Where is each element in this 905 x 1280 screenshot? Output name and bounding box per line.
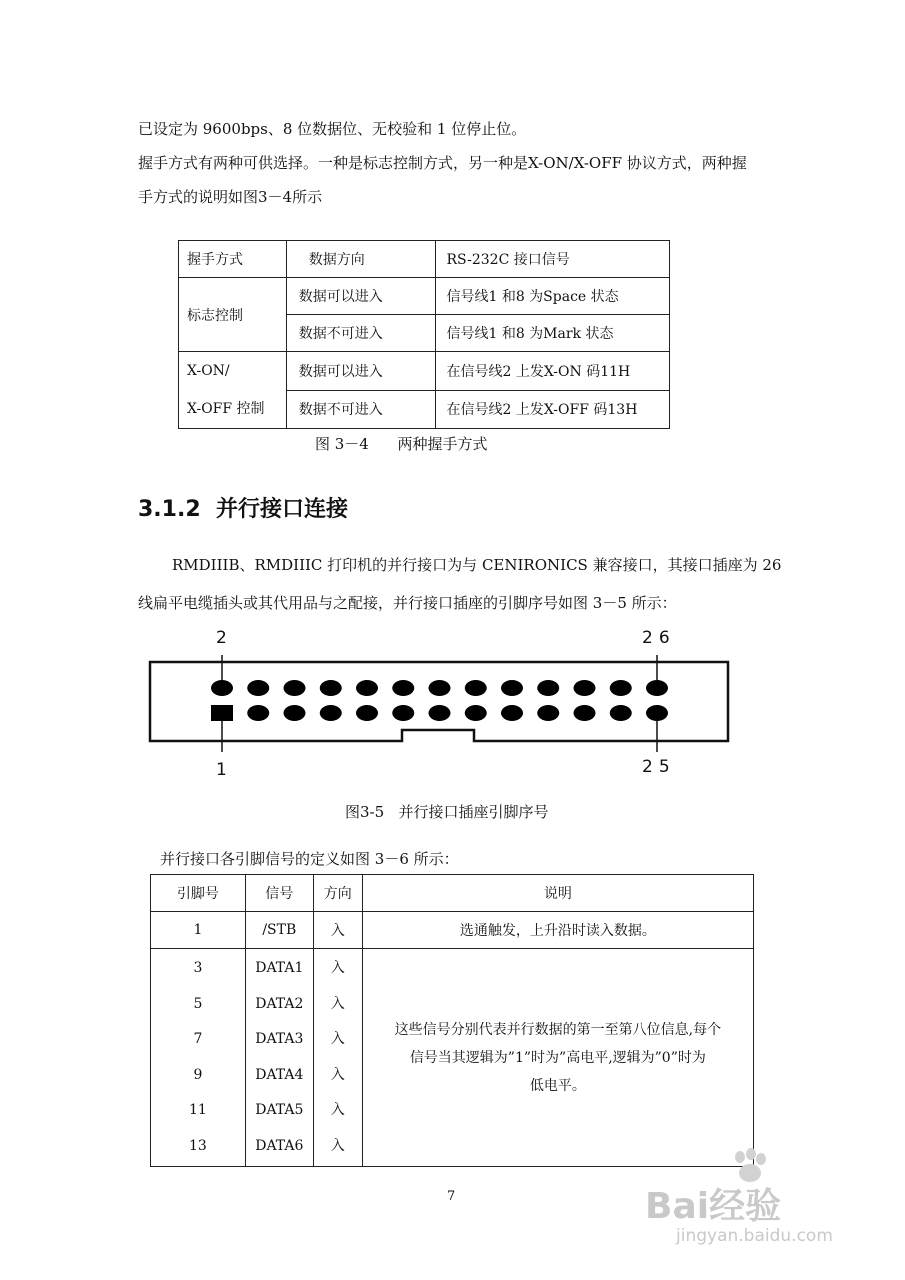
pin-odd	[284, 705, 306, 721]
table-header-cell: 引脚号	[151, 875, 246, 912]
direction-cell: 入	[330, 1137, 345, 1154]
pin-1-square	[211, 705, 233, 721]
mode-label-line1: X-ON/	[187, 363, 230, 379]
pin-label-26: 26	[642, 628, 676, 648]
section-title: 并行接口连接	[215, 497, 348, 522]
pin-label-25: 25	[642, 757, 676, 777]
direction-cell: 数据可以进入	[286, 352, 436, 391]
pin-cell: 13	[189, 1137, 207, 1154]
handshake-mode-cell	[179, 352, 287, 429]
table-row	[179, 352, 670, 391]
paragraph-2-line1: 握手方式有两种可供选择。一种是标志控制方式，另一种是X-ON/X-OFF 协议方式，两种握	[138, 154, 747, 172]
signal-cell: DATA5	[255, 1102, 304, 1118]
signal-cell: 信号线1 和8 为Space 状态	[436, 278, 670, 315]
signal-cell: /STB	[245, 912, 313, 949]
pin-even	[211, 680, 233, 696]
signal-column	[245, 949, 313, 1167]
handshake-table	[178, 240, 670, 429]
pin-even	[284, 680, 306, 696]
pin-even	[501, 680, 523, 696]
pin-even	[429, 680, 451, 696]
direction-cell: 入	[313, 912, 362, 949]
signal-cell: DATA4	[255, 1066, 304, 1083]
pin-odd	[574, 705, 596, 721]
figure-caption: 图3-5 并行接口插座引脚序号	[345, 803, 549, 821]
table-header-row	[179, 241, 670, 278]
paragraph-3-line2: 线扁平电缆插头或其代用品与之配接，并行接口插座的引脚序号如图 3－5 所示：	[138, 594, 677, 612]
pin-cell: 7	[193, 1031, 203, 1047]
pin-cell: 9	[193, 1066, 203, 1083]
table-header-cell: 方向	[313, 875, 362, 912]
table-row	[151, 949, 754, 1167]
pin-label-1: 1	[216, 760, 227, 780]
signal-cell: DATA1	[255, 960, 304, 976]
direction-cell: 入	[330, 1031, 345, 1047]
table-row	[151, 912, 754, 949]
pin-definition-table	[150, 874, 754, 1167]
section-number: 3.1.2	[138, 497, 201, 522]
pin-cell: 1	[151, 912, 246, 949]
pin-even	[574, 680, 596, 696]
pin-odd	[646, 705, 668, 721]
pin-even	[646, 680, 668, 696]
handshake-mode-cell: 标志控制	[179, 278, 287, 352]
pin-even	[247, 680, 269, 696]
description-line: 低电平。	[529, 1077, 586, 1094]
pin-even	[392, 680, 414, 696]
pin-column	[151, 949, 246, 1167]
table-header-cell: 说明	[362, 875, 753, 912]
table-row	[179, 278, 670, 315]
pin-cell: 11	[189, 1102, 207, 1118]
pin-odd	[356, 705, 378, 721]
pin-even	[610, 680, 632, 696]
table-header-row	[151, 875, 754, 912]
connector-diagram	[0, 620, 905, 785]
table-header-cell: 数据方向	[286, 241, 436, 278]
description-cell: 选通触发，上升沿时读入数据。	[362, 912, 753, 949]
signal-cell: DATA6	[255, 1137, 304, 1154]
direction-cell: 数据可以进入	[286, 278, 436, 315]
pin-even	[465, 680, 487, 696]
table-header-cell: 信号	[245, 875, 313, 912]
mode-label-line2: X-OFF 控制	[187, 401, 265, 417]
paragraph-4: 并行接口各引脚信号的定义如图 3－6 所示：	[160, 850, 459, 868]
connector-outline	[150, 662, 728, 741]
pin-cell: 5	[193, 995, 203, 1012]
direction-cell: 入	[330, 960, 345, 976]
paragraph-3-line1: RMDIIIB、RMDIIIC 打印机的并行接口为与 CENIRONICS 兼容接口，其接口插座为 26	[172, 556, 782, 574]
pin-odd	[501, 705, 523, 721]
pin-odd	[392, 705, 414, 721]
paragraph-1: 已设定为 9600bps、8 位数据位、无校验和 1 位停止位。	[138, 120, 527, 138]
pin-odd	[320, 705, 342, 721]
pin-odd	[247, 705, 269, 721]
description-cell	[362, 949, 753, 1167]
pin-odd	[537, 705, 559, 721]
direction-cell: 数据不可进入	[286, 315, 436, 352]
pin-cell: 3	[193, 960, 203, 976]
pin-odd	[465, 705, 487, 721]
signal-cell: 在信号线2 上发X-OFF 码13H	[436, 390, 670, 429]
direction-cell: 入	[330, 1066, 345, 1083]
pin-even	[356, 680, 378, 696]
direction-cell: 入	[330, 995, 345, 1012]
direction-column	[313, 949, 362, 1167]
pin-even	[320, 680, 342, 696]
signal-cell: DATA2	[255, 995, 304, 1012]
table1-caption: 图 3－4 两种握手方式	[315, 435, 488, 453]
table-header-cell: 握手方式	[179, 241, 287, 278]
signal-cell: 信号线1 和8 为Mark 状态	[436, 315, 670, 352]
signal-cell: 在信号线2 上发X-ON 码11H	[436, 352, 670, 391]
description-line: 信号当其逻辑为”1”时为”高电平,逻辑为”0”时为	[409, 1049, 706, 1066]
section-heading	[138, 492, 348, 523]
direction-cell: 入	[330, 1102, 345, 1118]
pin-even	[537, 680, 559, 696]
signal-cell: DATA3	[255, 1031, 304, 1047]
pin-odd	[610, 705, 632, 721]
watermark-brand: Bai经验	[645, 1186, 782, 1227]
page-number: 7	[447, 1189, 456, 1204]
watermark-url: jingyan.baidu.com	[676, 1226, 833, 1246]
description-line: 这些信号分别代表并行数据的第一至第八位信息,每个	[394, 1021, 722, 1038]
paragraph-2-line2: 手方式的说明如图3－4所示	[138, 188, 323, 206]
pin-odd	[429, 705, 451, 721]
table-header-cell: RS-232C 接口信号	[436, 241, 670, 278]
direction-cell: 数据不可进入	[286, 390, 436, 429]
pin-label-2: 2	[216, 628, 227, 648]
